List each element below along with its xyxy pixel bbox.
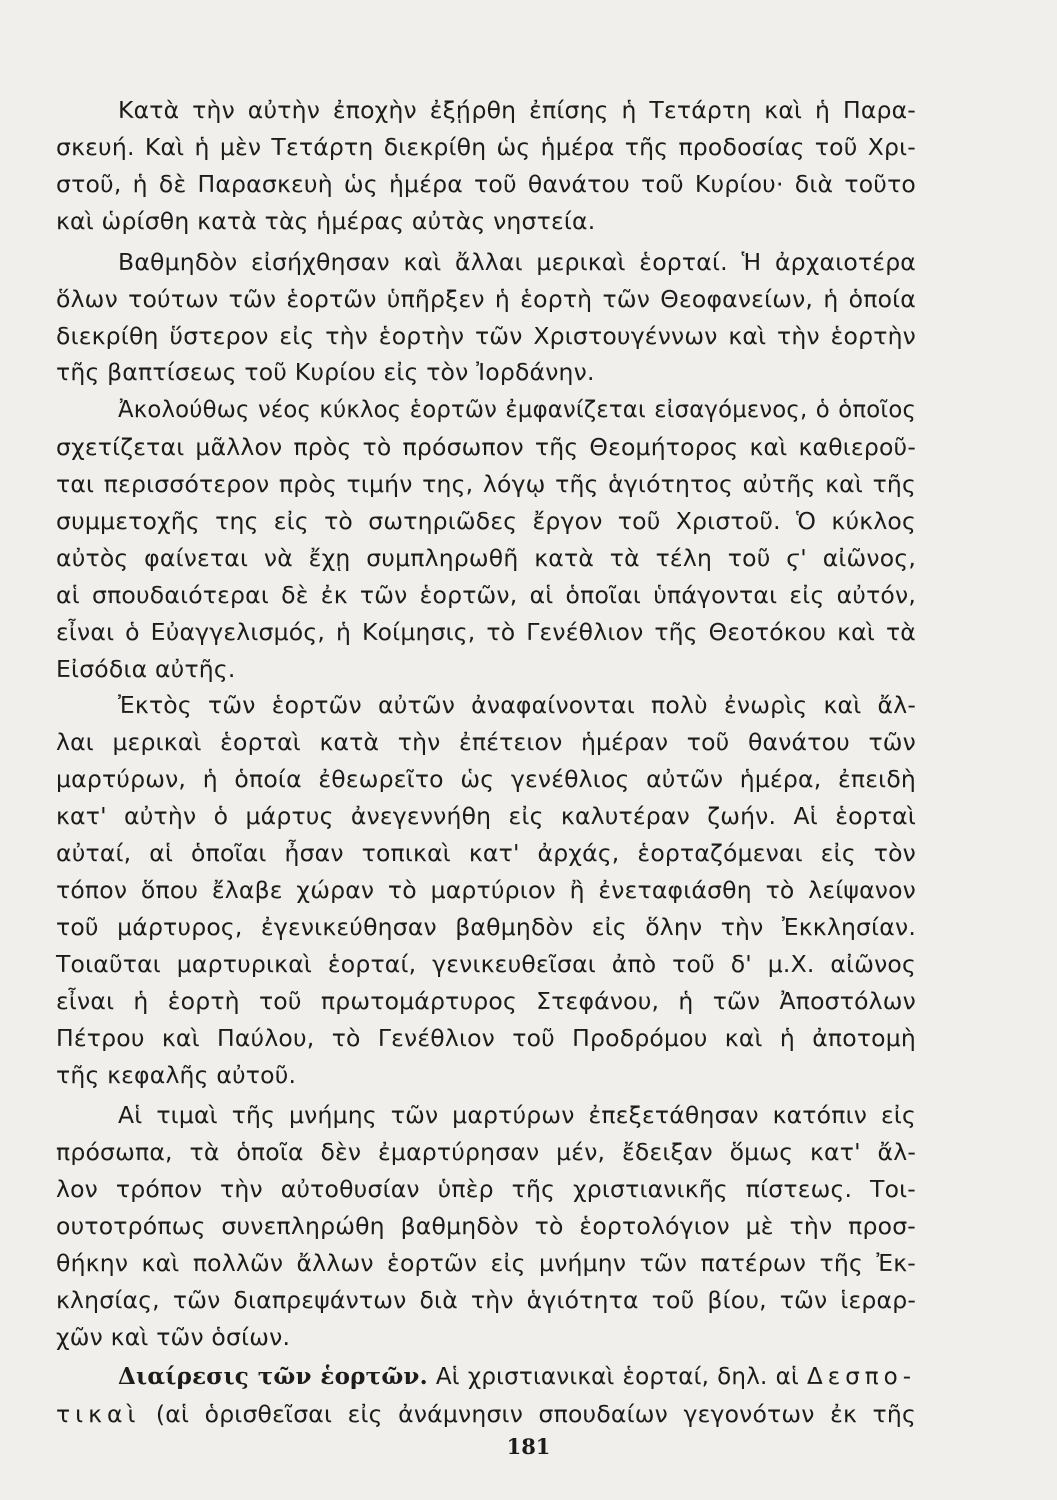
section-heading: Διαίρεσις τῶν ἑορτῶν. <box>118 1363 428 1390</box>
text-span: (αἱ ὁρισθεῖσαι εἰς ἀνάμνησιν σπουδαίων γεγονότων ἐκ τῆς <box>155 1400 916 1428</box>
text-line: εἶναι ὁ Εὐαγγελισμός, ἡ Κοίμησις, τὸ Γενέθλιον τῆς Θεοτόκου καὶ τὰ <box>56 618 916 646</box>
text-line: Ἀκολούθως νέος κύκλος ἑορτῶν ἐμφανίζεται εἰσαγόμενος, ὁ ὁποῖος <box>118 397 916 423</box>
text-line <box>56 1397 916 1431</box>
text-line: μαρτύρων, ἡ ὁποία ἐθεωρεῖτο ὡς γενέθλιος αὐτῶν ἡμέρα, ἐπειδὴ <box>56 765 916 793</box>
text-line: τοῦ μάρτυρος, ἐγενικεύθησαν βαθμηδὸν εἰς ὅλην τὴν Ἐκκλησίαν. <box>56 913 916 941</box>
text-line: διεκρίθη ὕστερον εἰς τὴν ἑορτὴν τῶν Χριστουγέννων καὶ τὴν ἑορτὴν <box>56 322 916 350</box>
text-line: εἶναι ἡ ἑορτὴ τοῦ πρωτομάρτυρος Στεφάνου, ἡ τῶν Ἀποστόλων <box>56 987 916 1015</box>
text-line: αὐταί, αἱ ὁποῖαι ἦσαν τοπικαὶ κατ' ἀρχάς, ἑορταζόμεναι εἰς τὸν <box>56 839 916 867</box>
text-line: στοῦ, ἡ δὲ Παρασκευὴ ὡς ἡμέρα τοῦ θανάτου τοῦ Κυρίου· διὰ τοῦτο <box>56 170 916 198</box>
text-line: τῆς βαπτίσεως τοῦ Κυρίου εἰς τὸν Ἰορδάνην. <box>56 358 595 386</box>
text-line: χῶν καὶ τῶν ὁσίων. <box>56 1323 291 1351</box>
text-line: συμμετοχῆς της εἰς τὸ σωτηριῶδες ἔργον τοῦ Χριστοῦ. Ὁ κύκλος <box>56 507 916 535</box>
text-line: λον τρόπον τὴν αὐτοθυσίαν ὑπὲρ τῆς χριστιανικῆς πίστεως. Τοι- <box>56 1175 916 1203</box>
text-line: Βαθμηδὸν εἰσήχθησαν καὶ ἄλλαι μερικαὶ ἑορταί. Ἡ ἀρχαιοτέρα <box>118 248 916 276</box>
text-line: σχετίζεται μᾶλλον πρὸς τὸ πρόσωπον τῆς Θεομήτορος καὶ καθιεροῦ- <box>56 433 916 461</box>
text-line: Πέτρου καὶ Παύλου, τὸ Γενέθλιον τοῦ Προδρόμου καὶ ἡ ἀποτομὴ <box>56 1024 916 1052</box>
text-line: Αἱ τιμαὶ τῆς μνήμης τῶν μαρτύρων ἐπεξετάθησαν κατόπιν εἰς <box>118 1101 916 1129</box>
text-line: ται περισσότερον πρὸς τιμήν της, λόγῳ τῆς ἁγιότητος αὐτῆς καὶ τῆς <box>56 470 916 498</box>
text-line: καὶ ὡρίσθη κατὰ τὰς ἡμέρας αὐτὰς νηστεία. <box>56 207 596 235</box>
text-line: θήκην καὶ πολλῶν ἄλλων ἑορτῶν εἰς μνήμην τῶν πατέρων τῆς Ἐκ- <box>56 1249 916 1277</box>
text-line: αὐτὸς φαίνεται νὰ ἔχῃ συμπληρωθῆ κατὰ τὰ τέλη τοῦ ϛ' αἰῶνος, <box>56 544 916 572</box>
text-line: αἱ σπουδαιότεραι δὲ ἐκ τῶν ἑορτῶν, αἱ ὁποῖαι ὑπάγονται εἰς αὐτόν, <box>56 581 916 609</box>
text-line: τῆς κεφαλῆς αὐτοῦ. <box>56 1061 297 1089</box>
section-heading-line <box>118 1360 916 1394</box>
text-line: λαι μερικαὶ ἑορταὶ κατὰ τὴν ἐπέτειον ἡμέραν τοῦ θανάτου τῶν <box>56 728 916 756</box>
text-line: Εἰσόδια αὐτῆς. <box>56 655 236 683</box>
page-number: 181 <box>506 1434 551 1459</box>
text-line: Τοιαῦται μαρτυρικαὶ ἑορταί, γενικευθεῖσαι ἀπὸ τοῦ δ' μ.Χ. αἰῶνος <box>56 950 916 978</box>
text-line: τόπον ὅπου ἔλαβε χώραν τὸ μαρτύριον ἢ ἐνεταφιάσθη τὸ λείψανον <box>56 876 916 904</box>
text-line: ὅλων τούτων τῶν ἑορτῶν ὑπῆρξεν ἡ ἑορτὴ τῶν Θεοφανείων, ἡ ὁποία <box>56 285 916 313</box>
text-line: κατ' αὐτὴν ὁ μάρτυς ἀνεγεννήθη εἰς καλυτέραν ζωήν. Αἱ ἑορταὶ <box>56 802 916 830</box>
text-line: σκευή. Καὶ ἡ μὲν Τετάρτη διεκρίθη ὡς ἡμέρα τῆς προδοσίας τοῦ Χρι- <box>56 133 916 161</box>
spaced-text: Δεσπο- <box>807 1364 916 1390</box>
spaced-text: τικαὶ <box>56 1400 141 1428</box>
text-line: Κατὰ τὴν αὐτὴν ἐποχὴν ἐξῄρθη ἐπίσης ἡ Τετάρτη καὶ ἡ Παρα- <box>118 96 916 124</box>
text-line: πρόσωπα, τὰ ὁποῖα δὲν ἐμαρτύρησαν μέν, ἔδειξαν ὅμως κατ' ἄλ- <box>56 1138 916 1166</box>
text-line: ουτοτρόπως συνεπληρώθη βαθμηδὸν τὸ ἑορτολόγιον μὲ τὴν προσ- <box>56 1212 916 1240</box>
text-line: κλησίας, τῶν διαπρεψάντων διὰ τὴν ἁγιότητα τοῦ βίου, τῶν ἱεραρ- <box>56 1286 916 1314</box>
text-line: Ἐκτὸς τῶν ἑορτῶν αὐτῶν ἀναφαίνονται πολὺ ἐνωρὶς καὶ ἄλ- <box>118 691 916 719</box>
text-span: Αἱ χριστιανικαὶ ἑορταί, δηλ. αἱ <box>435 1364 799 1390</box>
